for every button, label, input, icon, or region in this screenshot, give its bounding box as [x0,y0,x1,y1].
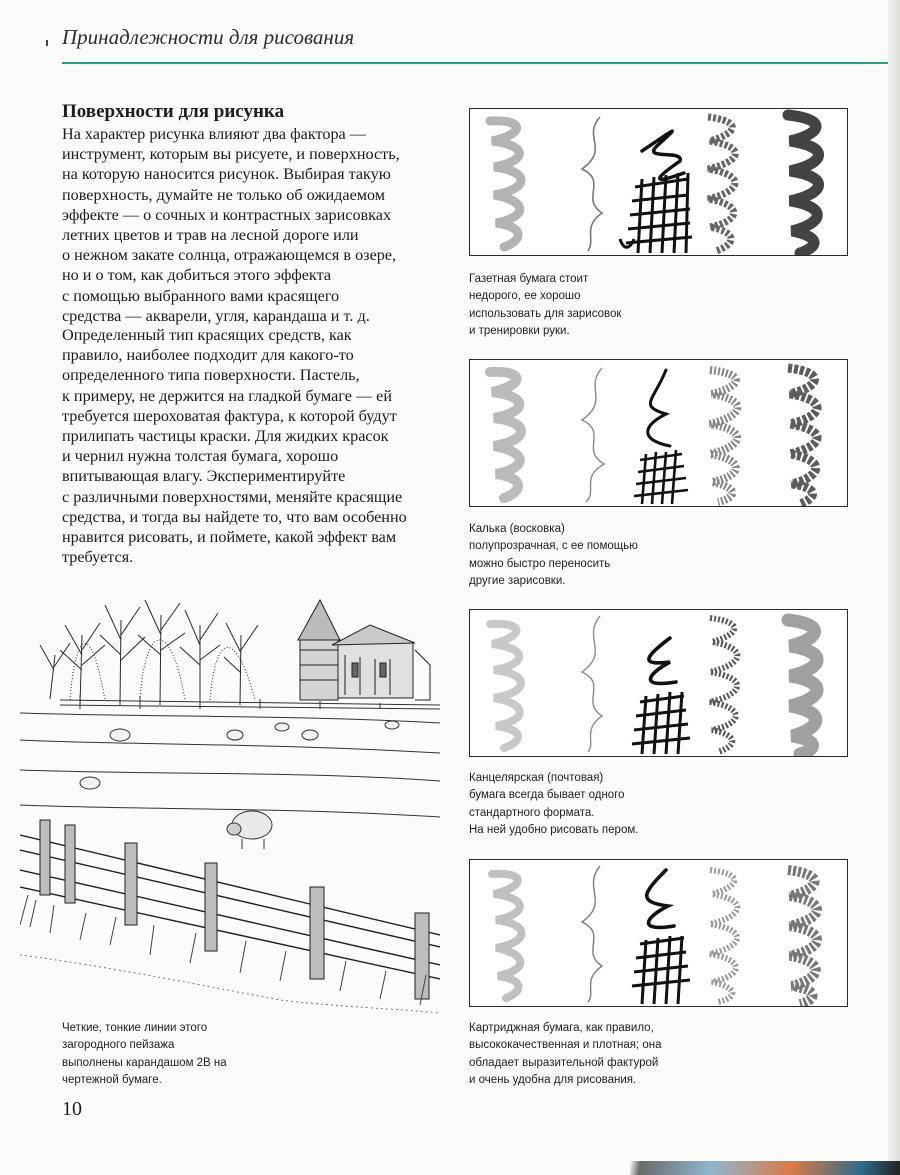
stroke-soft-pencil [490,121,521,247]
section-heading: Поверхности для рисунка [62,101,285,122]
paragraph-line: определенного типа поверхности. Пастель, [62,366,360,385]
stroke-crosshatch [632,936,690,1004]
paragraph-line: но и о том, как добиться этого эффекта [62,266,332,285]
paragraph-line: На характер рисунка влияют два фактора — [62,125,366,143]
stroke-charcoal [710,370,737,502]
caption-line: и очень удобна для рисования. [469,1073,637,1086]
stroke-soft-pencil [492,874,522,998]
stroke-pen-zigzag [649,638,676,683]
paragraph-line: средства, и тогда вы найдете то, что вам особенно [62,507,407,526]
page-edge [888,0,900,1175]
caption-line: высококачественная и плотная; она [469,1039,662,1052]
stroke-samples-illustration [470,109,847,255]
paragraph-line: нравится рисовать, и поймете, какой эффект вам [62,528,397,547]
stroke-conte [788,115,819,253]
landscape-illustration [20,595,440,1015]
field-lines [20,713,440,817]
sample-tracing-caption [469,521,638,590]
caption-line: Четкие, тонкие линии этого [62,1022,208,1034]
paragraph-line: с помощью выбранного вами красящего [62,286,340,305]
paragraph-line: на которую наносится рисунок. Выбирая такую [62,165,391,184]
stroke-crosshatch [632,692,690,754]
caption-line: другие зарисовки. [469,574,566,587]
caption-line: Калька (восковка) [469,523,565,535]
stroke-soft-pencil [490,372,521,498]
caption-line: и тренировки руки. [469,324,570,337]
caption-line: бумага всегда бывает одного [469,789,625,802]
header-title: Принадлежности для рисования [62,25,355,49]
sample-cartridge-paper-swatch [469,859,848,1007]
stroke-conte [788,368,817,504]
stroke-pen-zigzag [648,370,670,446]
paragraph-line: летних цветов и трав на лесной дороге или [62,226,359,245]
sample-writing-paper-caption [469,770,638,839]
caption-line: выполнены карандашом 2B на [62,1056,227,1069]
paragraph-line: поверхность, думайте не только об ожидаемом [62,185,386,204]
stroke-charcoal [710,870,737,1002]
caption-line: стандартного формата. [469,806,595,819]
caption-line: загородного пейзажа [62,1039,175,1052]
caption-line: можно быстро переносить [469,557,611,570]
page-number: 10 [62,1098,82,1120]
stroke-charcoal [708,117,735,251]
caption-line: Канцелярская (почтовая) [469,772,604,784]
stroke-charcoal [710,618,737,752]
stroke-samples-illustration [470,360,847,506]
sheep [80,721,399,849]
caption-line: полупрозрачная, с ее помощью [469,540,638,553]
paragraph-line: эффекте — о сочных и контрастных зарисовках [62,205,392,224]
stroke-crosshatch [620,173,692,253]
stroke-conte [788,620,817,754]
sample-cartridge-paper-caption [469,1020,662,1089]
paragraph-line: Определенный тип красящих средств, как [62,326,352,344]
sample-newsprint-caption [469,271,621,340]
paragraph-line: прилипать частицы краски. Для жидких красок [62,427,389,446]
sample-newsprint-swatch [469,108,848,256]
stroke-crosshatch [634,450,688,504]
caption-line: использовать для зарисовок [469,307,622,320]
stroke-conte [788,870,817,1004]
stroke-samples-illustration [470,860,847,1006]
sample-writing-paper-swatch [469,609,848,757]
caption-line: чертежной бумаге. [62,1073,162,1086]
paragraph-1 [62,124,442,326]
corner-strip [630,1161,900,1175]
caption-line: На ней удобно рисовать пером. [469,823,639,836]
stroke-samples-illustration [470,610,847,756]
header-rule [62,62,888,64]
foreground-fence [20,820,440,999]
landscape-caption [62,1020,227,1089]
caption-line: недорого, ее хорошо [469,290,581,303]
sample-tracing-swatch [469,359,848,507]
stroke-hard-pencil [582,368,604,502]
church [298,600,430,700]
paragraph-line: о нежном закате солнца, отражающемся в озере, [62,246,397,265]
paragraph-line: впитывающая влагу. Экспериментируйте [62,467,346,486]
stroke-pen-zigzag [647,870,674,927]
paragraph-line: инструмент, которым вы рисуете, и поверхность, [62,145,400,164]
paragraph-line: средства — акварели, угля, карандаша и т. д. [62,306,370,325]
paragraph-line: требуется шероховатая фактура, к которой будут [62,406,397,425]
paragraph-line: с различными поверхностями, меняйте красящие [62,487,403,506]
stroke-pen-zigzag [642,131,684,179]
caption-line: Газетная бумага стоит [469,273,589,285]
paragraph-line: к примеру, не держится на гладкой бумаге — ей [62,386,393,405]
caption-line: Картриджная бумага, как правило, [469,1022,654,1034]
caption-line: обладает выразительной фактурой [469,1056,659,1069]
foreground-grass [20,895,426,1005]
paragraph-2 [62,325,442,567]
tree-group [40,600,258,705]
stroke-soft-pencil [490,624,521,748]
paragraph-line: правило, наиболее подходит для какого-то [62,346,354,365]
header-tick [46,40,48,46]
paragraph-line: и чернил нужна толстая бумага, хорошо [62,447,339,466]
stroke-hard-pencil [582,117,602,251]
stroke-hard-pencil [582,866,602,1002]
stroke-hard-pencil [582,616,602,752]
paragraph-line: требуется. [62,548,134,567]
